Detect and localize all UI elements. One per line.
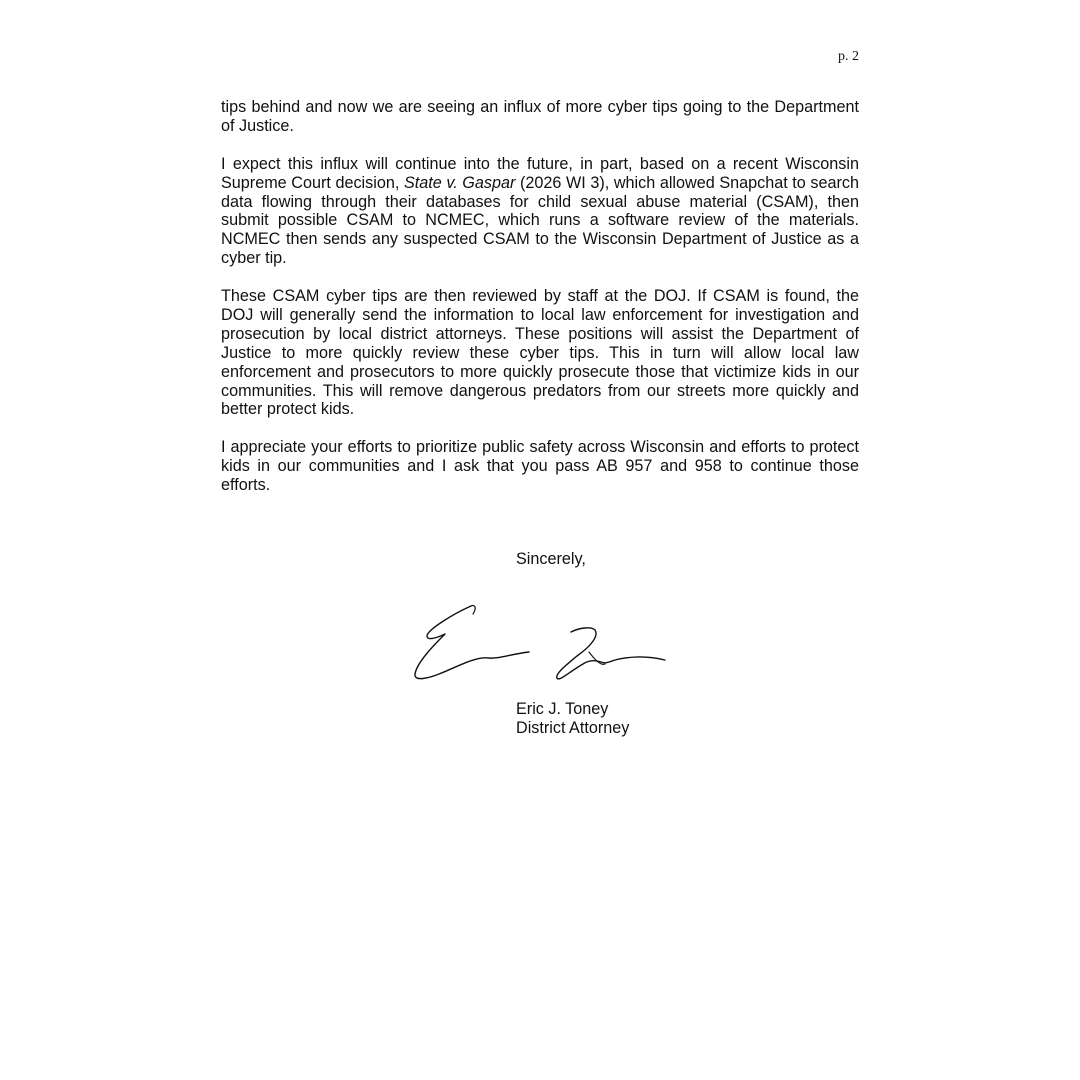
signer-title: District Attorney <box>516 718 630 737</box>
paragraph-3: These CSAM cyber tips are then reviewed by staff at the DOJ. If CSAM is found, the DOJ will generally send the information to local law enforcement for investigation and prosecution by local district attorneys. These positions will assist the Department of Justice to more quickly review these cyber tips. This in turn will allow local law enforcement and prosecutors to more quickly prosecute those that victimize kids in our communities. This will remove dangerous predators from our streets more quickly and better protect kids. <box>221 287 859 419</box>
paragraph-2-before-case: I expect this influx will continue into the future, in part, based on a recent Wisconsin Supreme Court decision, <box>221 154 859 192</box>
handwritten-signature <box>405 596 675 688</box>
signature-block <box>516 700 629 738</box>
letter-body <box>221 98 859 514</box>
closing-salutation: Sincerely, <box>516 550 586 568</box>
paragraph-1: tips behind and now we are seeing an influx of more cyber tips going to the Department of Justice. <box>221 98 859 135</box>
page-number: p. 2 <box>838 49 859 64</box>
paragraph-2-after-case: (2026 WI 3), which allowed Snapchat to search data flowing through their databases for child sexual abuse material (CSAM), then submit possible CSAM to NCMEC, which runs a software review of the materials. NCMEC then sends any suspected CSAM to the Wisconsin Department of Justice as a cyber tip. <box>221 173 859 268</box>
paragraph-4: I appreciate your efforts to prioritize public safety across Wisconsin and efforts to protect kids in our communities and I ask that you pass AB 957 and 958 to continue those efforts. <box>221 438 859 495</box>
case-citation: State v. Gaspar <box>403 173 516 192</box>
paragraph-2 <box>221 155 859 268</box>
signer-name: Eric J. Toney <box>516 700 609 718</box>
